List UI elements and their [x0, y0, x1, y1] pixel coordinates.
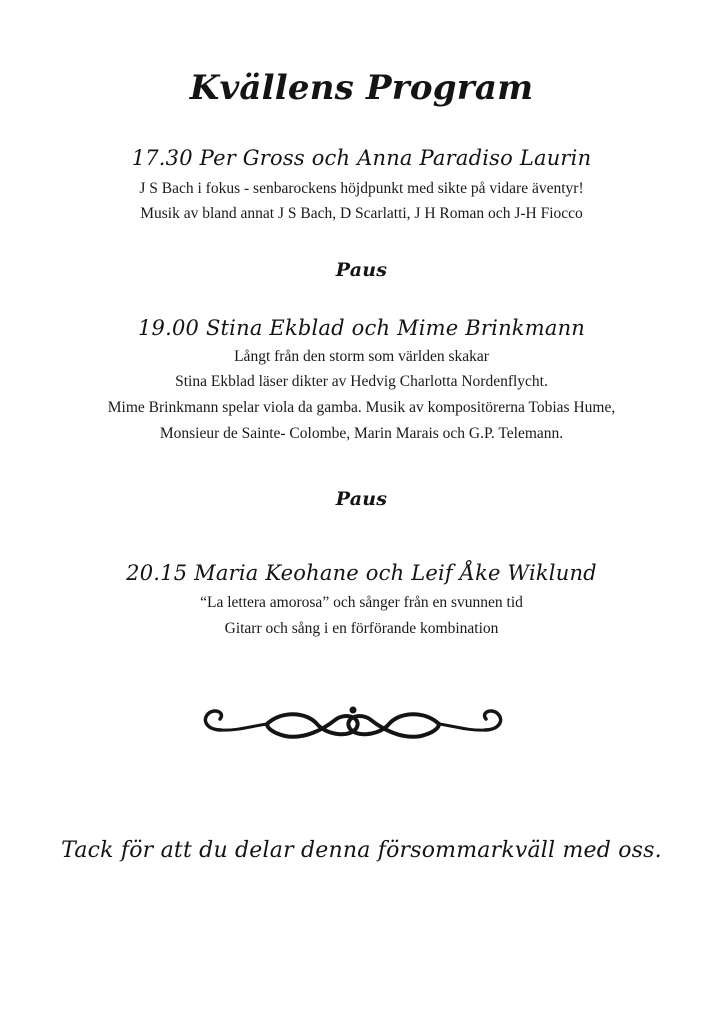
- decorative-flourish: [197, 700, 509, 754]
- act-2-line-4: Monsieur de Sainte- Colombe, Marin Marais och G.P. Telemann.: [159, 425, 564, 442]
- act-3-heading: 20.15 Maria Keohane och Leif Åke Wiklund: [126, 561, 597, 585]
- act-1-line-2: Musik av bland annat J S Bach, D Scarlatti, J H Roman och J-H Fiocco: [140, 205, 583, 222]
- act-3-line-1: “La lettera amorosa” och sånger från en svunnen tid: [200, 594, 523, 611]
- act-2-line-1: Långt från den storm som världen skakar: [234, 348, 489, 365]
- act-2-line-2: Stina Ekblad läser dikter av Hedvig Charlotta Nordenflycht.: [175, 373, 548, 390]
- page-title: Kvällens Program: [189, 68, 534, 108]
- act-2-line-3: Mime Brinkmann spelar viola da gamba. Musik av kompositörerna Tobias Hume,: [107, 399, 616, 416]
- act-1-heading: 17.30 Per Gross och Anna Paradiso Laurin: [131, 146, 592, 170]
- act-2-heading: 19.00 Stina Ekblad och Mime Brinkmann: [137, 316, 586, 340]
- act-3-line-2: Gitarr och sång i en förförande kombination: [224, 620, 499, 637]
- intermission-1: Paus: [335, 259, 388, 281]
- intermission-2: Paus: [335, 488, 388, 510]
- act-1-line-1: J S Bach i fokus - senbarockens höjdpunkt med sikte på vidare äventyr!: [139, 180, 584, 197]
- closing-message: Tack för att du delar denna försommarkväll med oss.: [61, 838, 662, 863]
